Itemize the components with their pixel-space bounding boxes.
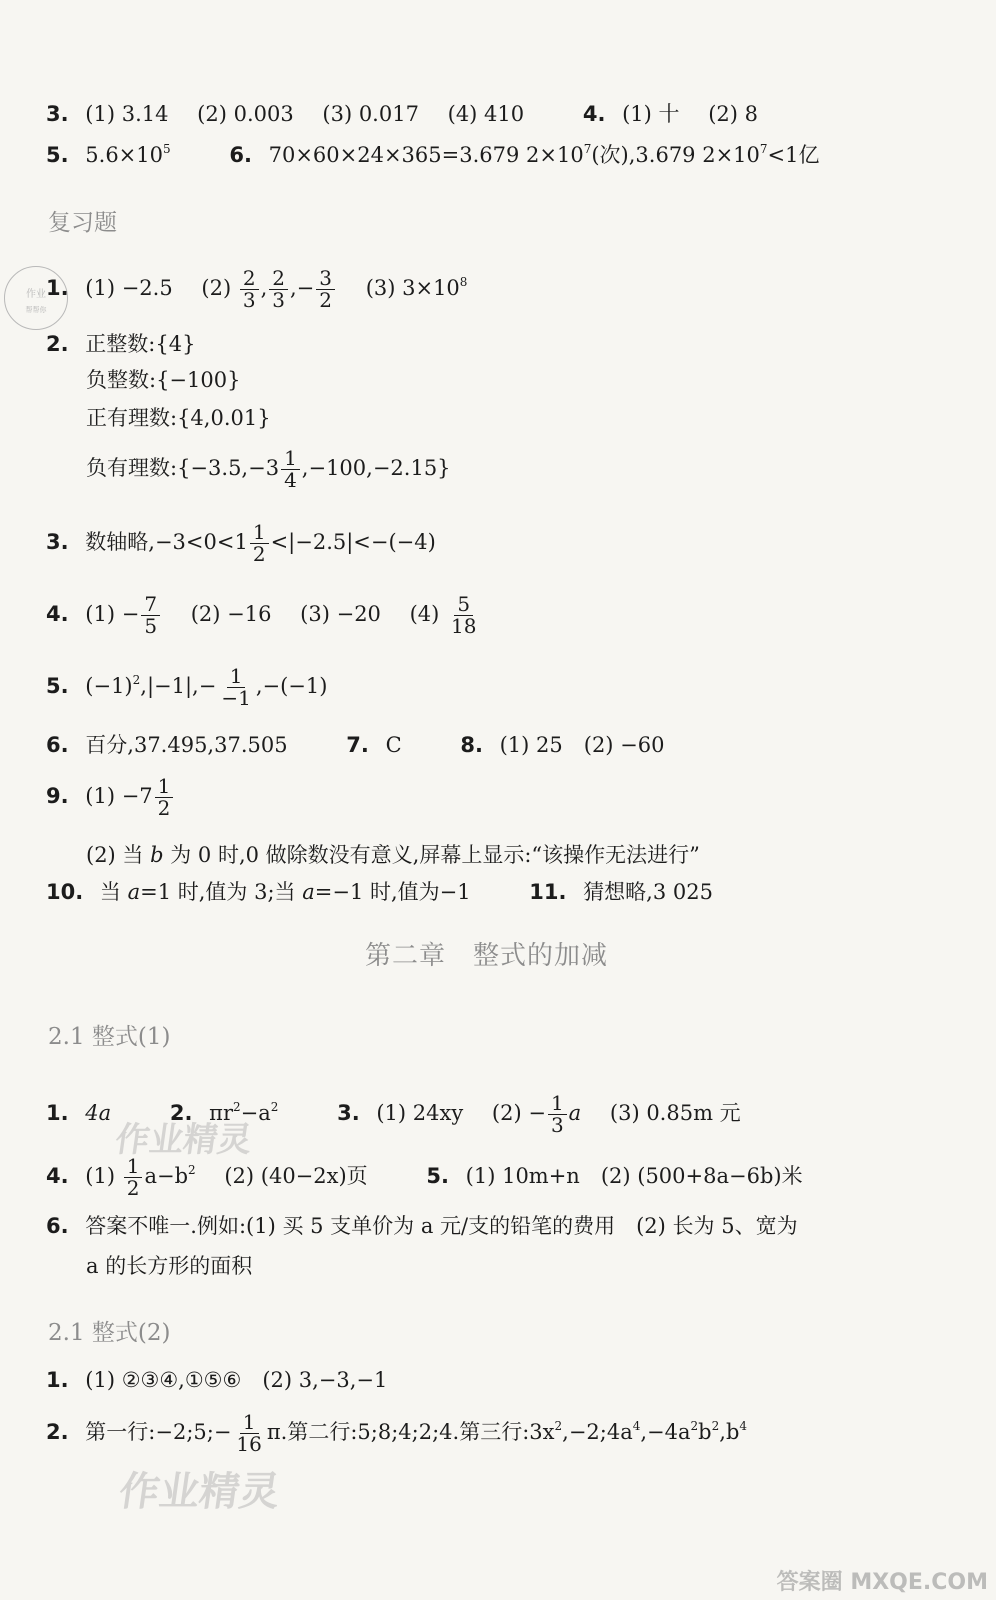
question-number: 11.	[529, 880, 567, 904]
answer-review-2-line3: 正有理数:{4,0.01}	[86, 406, 271, 430]
section-title-2-1-2: 2.1 整式(2)	[48, 1320, 171, 1346]
fraction: $\frac{1}{-1}$	[221, 664, 251, 710]
watermark-stamp: 作业精灵	[112, 1120, 255, 1160]
fraction: $\frac{1}{2}$	[155, 776, 174, 819]
answer-review-1: 1. (1) −2.5 (2) $\frac{2}{3}$ , $\frac{2}{3}$ ,− $\frac{3}{2}$ (3) $3\times 10^8$	[46, 266, 468, 312]
fraction: $\frac{1}{2}$	[124, 1156, 143, 1199]
fraction: $\frac{5}{18}$	[451, 592, 477, 638]
fraction: $\frac{1}{2}$	[250, 522, 269, 565]
question-number: 1.	[46, 276, 69, 300]
answer-review-9: 9. (1) −7 $\frac{1}{2}$	[46, 776, 175, 819]
question-number: 3.	[337, 1101, 360, 1125]
fraction: $\frac{2}{3}$	[240, 268, 259, 311]
chapter-title: 第二章 整式的加减	[365, 941, 609, 971]
question-number: 2.	[46, 332, 69, 356]
answer-review-5: 5. $(-1)^2,|-1|,-$ $\frac{1}{-1}$ ,−(−1)	[46, 664, 328, 710]
question-number: 9.	[46, 784, 69, 808]
question-number: 4.	[46, 602, 69, 626]
seal-stamp: 作业 帮帮你	[4, 266, 68, 330]
answer-review-2: 2. 正整数:{4}	[46, 332, 196, 356]
question-number: 5.	[46, 143, 69, 167]
answer-review-3: 3. 数轴略,−3<0<1 $\frac{1}{2}$ <|−2.5|<−(−4)	[46, 520, 436, 566]
question-number: 7.	[346, 733, 369, 757]
watermark-site: 答案圈 MXQE.COM	[776, 1570, 988, 1595]
fraction: $\frac{1}{16}$	[236, 1410, 262, 1456]
answer-2-1-1-line3: 6. 答案不唯一.例如:(1) 买 5 支单价为 a 元/支的铅笔的费用 (2) 长为 5、宽为	[46, 1214, 798, 1238]
question-number: 1.	[46, 1368, 69, 1392]
section-title-2-1-1: 2.1 整式(1)	[48, 1024, 171, 1050]
answer-review-9-line2: (2) 当 b 为 0 时,0 做除数没有意义,屏幕上显示:“该操作无法进行”	[86, 843, 700, 867]
answer-review-6-7-8: 6. 百分,37.495,37.505 7. C 8. (1) 25 (2) −60	[46, 733, 665, 757]
question-number: 6.	[46, 1214, 69, 1238]
answer-top-3: 3. (1) 3.14 (2) 0.003 (3) 0.017 (4) 410 4. (1) 十 (2) 8	[46, 102, 759, 126]
question-number: 2.	[46, 1420, 69, 1444]
question-number: 4.	[46, 1164, 69, 1188]
answer-review-10-11: 10. 当 a=1 时,值为 3;当 a=−1 时,值为−1 11. 猜想略,3 025	[46, 880, 713, 904]
question-number: 3.	[46, 102, 69, 126]
question-number: 10.	[46, 880, 84, 904]
answer-2-1-1-line2: 4. (1) $\frac{1}{2}$ $a-b^2$ (2) (40−2x)页 5. (1) 10m+n (2) (500+8a−6b)米	[46, 1154, 803, 1200]
fraction: $\frac{3}{2}$	[316, 268, 335, 311]
question-number: 5.	[46, 674, 69, 698]
fraction: $\frac{7}{5}$	[141, 594, 160, 637]
section-title-review: 复习题	[48, 210, 117, 236]
watermark-stamp: 作业精灵	[116, 1469, 283, 1515]
answer-review-2-line2: 负整数:{−100}	[86, 368, 241, 392]
answer-review-4: 4. (1) − $\frac{7}{5}$ (2) −16 (3) −20 (4) $\frac{5}{18}$	[46, 594, 482, 637]
answer-review-2-line4: 负有理数:{−3.5,−3 $\frac{1}{4}$ ,−100,−2.15}	[86, 446, 451, 492]
fraction: $\frac{1}{4}$	[281, 448, 300, 491]
question-number: 6.	[229, 143, 252, 167]
question-number: 6.	[46, 733, 69, 757]
question-number: 2.	[169, 1101, 193, 1125]
question-number: 4.	[582, 102, 606, 126]
question-number: 1.	[46, 1101, 69, 1125]
fraction: $\frac{2}{3}$	[269, 268, 288, 311]
fraction: $\frac{1}{3}$	[548, 1093, 567, 1136]
question-number: 3.	[46, 530, 69, 554]
answer-top-5-6: 5. $5.6\times 10^5$ 6. 70×60×24×365=3.679 $2\times 10^7$(次),3.679 $2\times 10^7<1$亿	[46, 142, 820, 167]
question-number: 5.	[426, 1164, 449, 1188]
answer-2-1-2-line1: 1. (1) ②③④,①⑤⑥ (2) 3,−3,−1	[46, 1368, 388, 1392]
answer-2-1-2-line2: 2. 第一行:−2;5;− $\frac{1}{16}$ π.第二行:5;8;4;2;4.第三行$:3x^2,-2;4a^4,-4a^2b^2,b^4$	[46, 1410, 748, 1456]
question-number: 8.	[460, 733, 483, 757]
answer-2-1-1-line1: 1. 4a 2. $\pi r^2-a^2$ 3. (1) 24xy (2) − $\frac{1}{3}$ a (3) 0.85m 元	[46, 1091, 741, 1137]
answer-2-1-1-line4: a 的长方形的面积	[86, 1254, 253, 1278]
